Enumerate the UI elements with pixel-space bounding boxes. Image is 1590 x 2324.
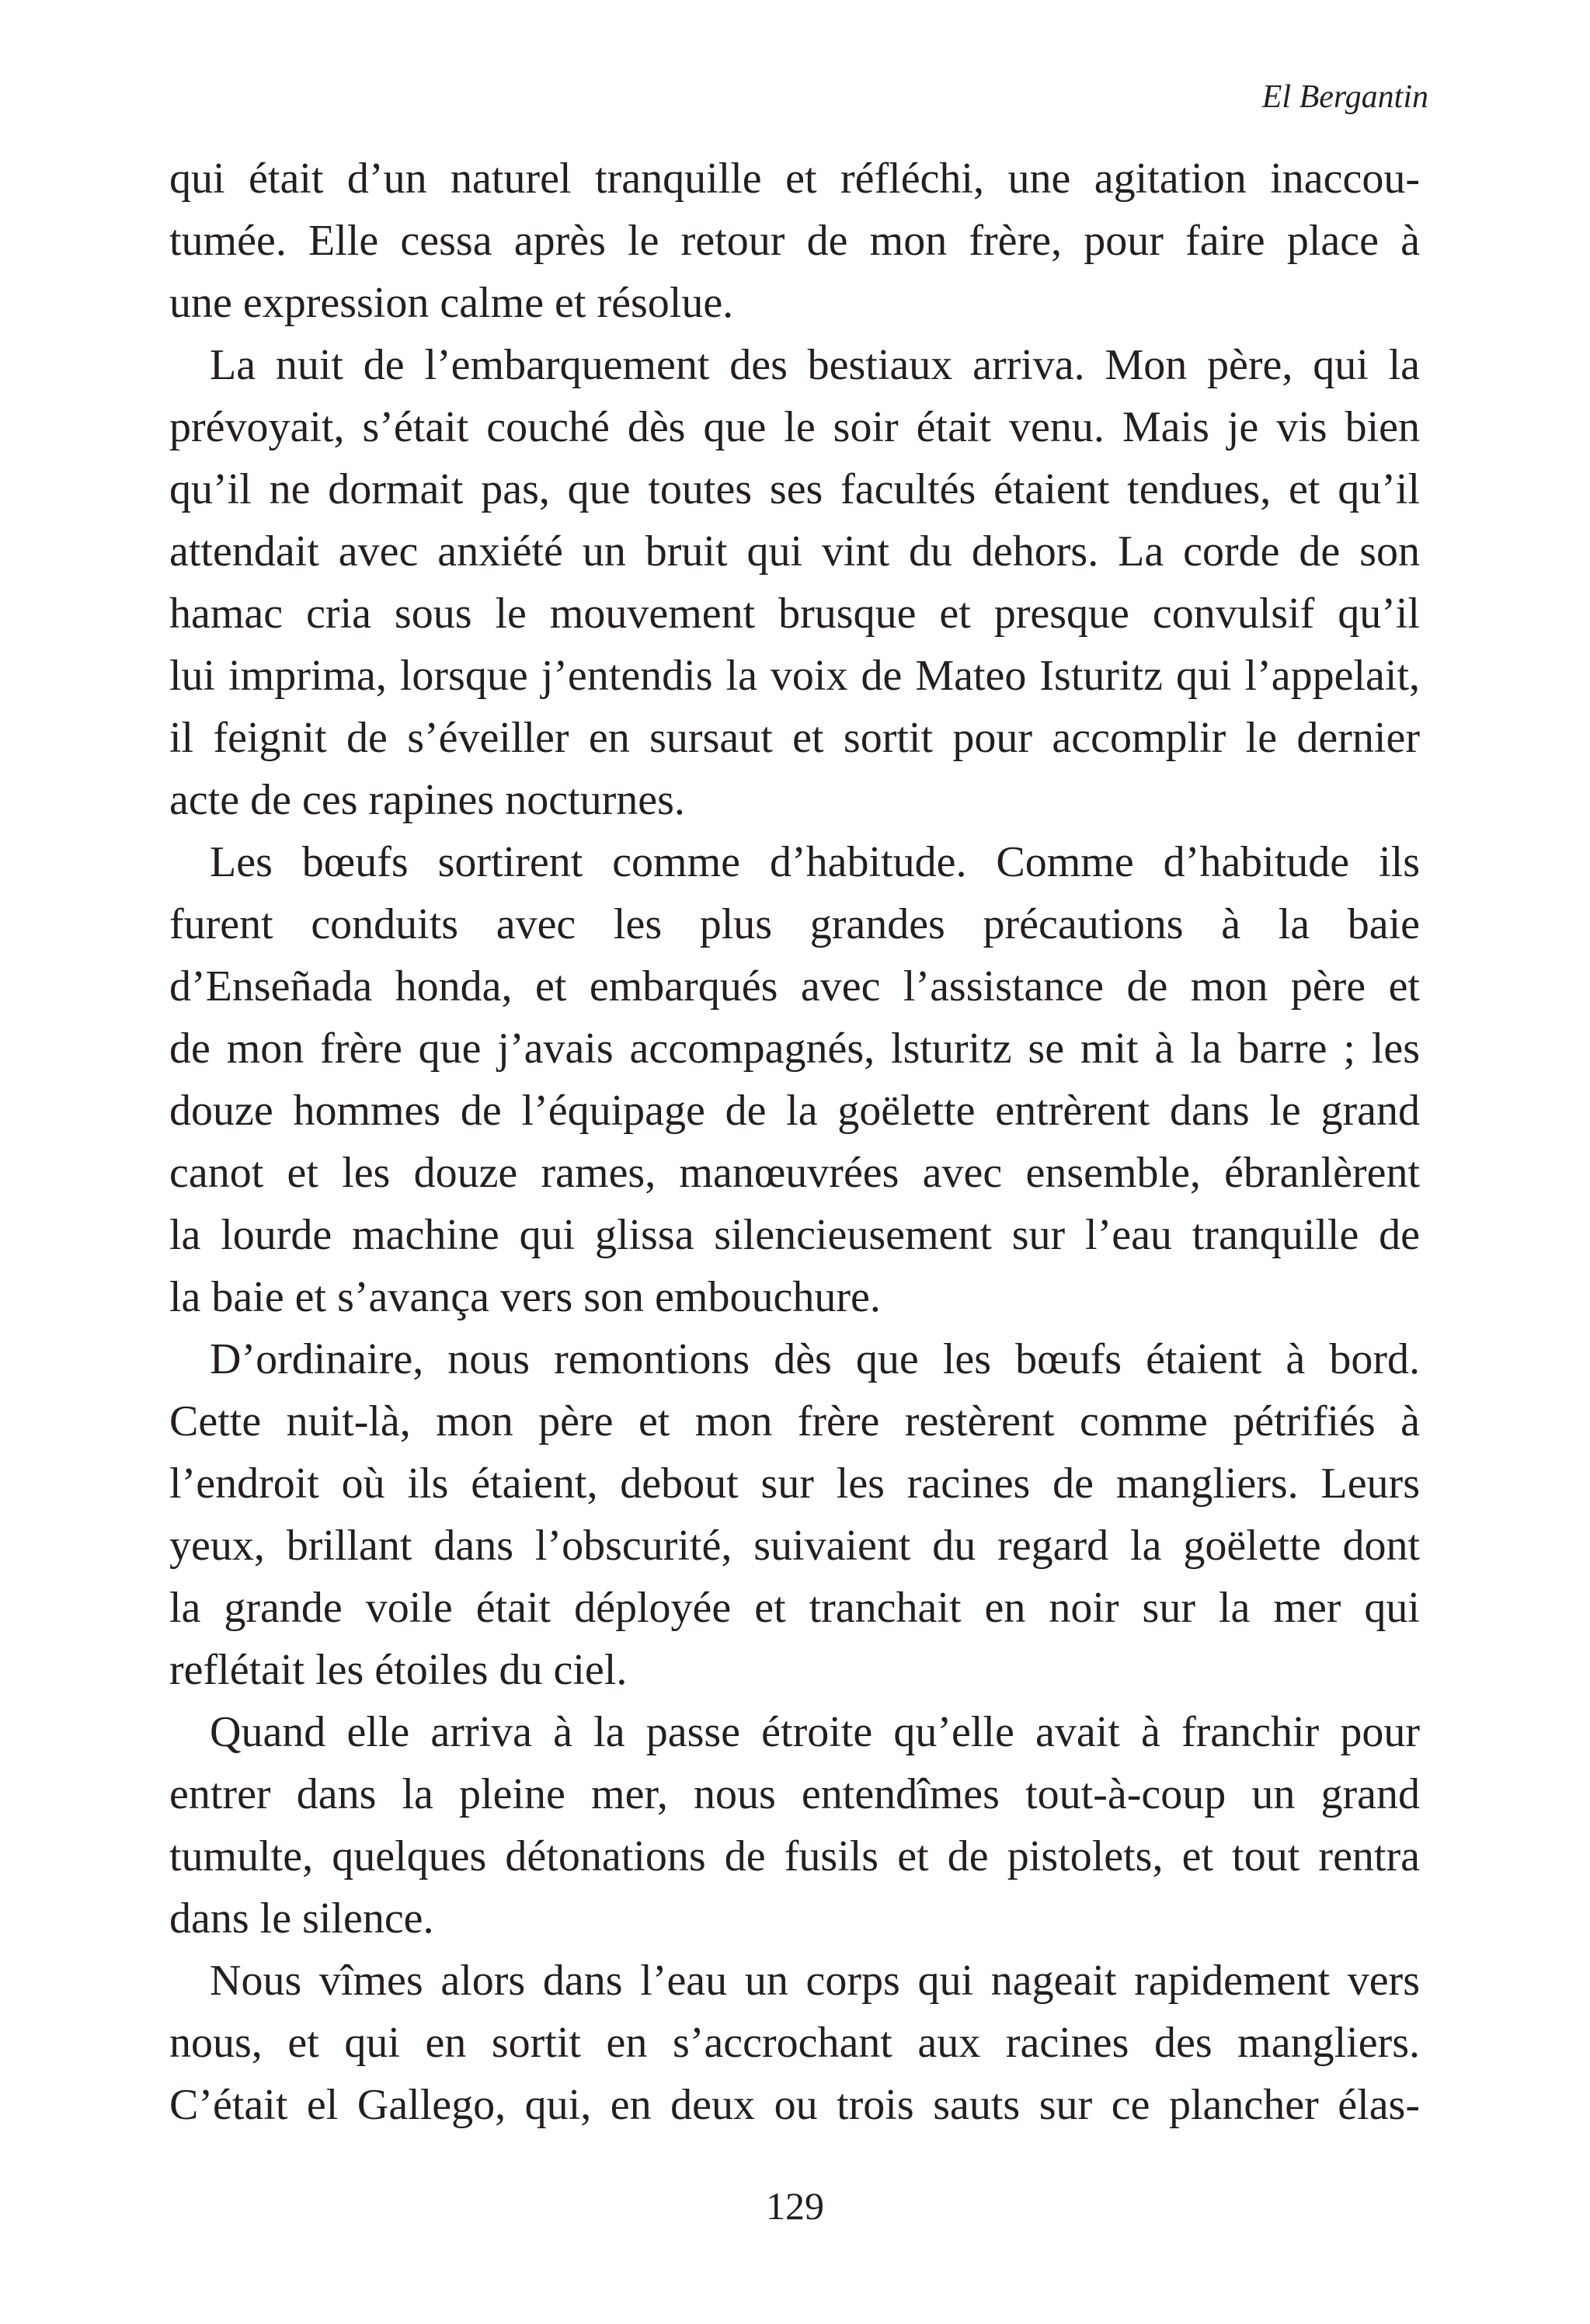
text-line: hamac cria sous le mouvement brusque et presque convulsif qu’il	[169, 590, 1420, 638]
page-number: 129	[766, 2184, 824, 2228]
text-line: de mon frère que j’avais accompagnés, lsturitz se mit à la barre ; les	[169, 1025, 1420, 1073]
paragraph	[169, 1328, 1420, 1701]
text-line: la grande voile était déployée et tranchait en noir sur la mer qui	[169, 1584, 1420, 1632]
paragraph	[169, 334, 1420, 831]
text-line: Les bœufs sortirent comme d’habitude. Comme d’habitude ils	[210, 838, 1420, 886]
text-line: la lourde machine qui glissa silencieusement sur l’eau tranquille de	[169, 1211, 1420, 1259]
text-line: qui était d’un naturel tranquille et réfléchi, une agitation inaccou-	[169, 155, 1420, 203]
text-line: lui imprima, lorsque j’entendis la voix de Mateo Isturitz qui l’appelait,	[169, 652, 1420, 700]
text-line: une expression calme et résolue.	[169, 279, 734, 327]
text-line: il feignit de s’éveiller en sursaut et sortit pour accomplir le dernier	[169, 714, 1420, 762]
paragraph	[169, 1950, 1420, 2136]
text-line: d’Enseñada honda, et embarqués avec l’assistance de mon père et	[169, 962, 1420, 1011]
text-line: D’ordinaire, nous remontions dès que les bœufs étaient à bord.	[210, 1335, 1420, 1383]
text-line: entrer dans la pleine mer, nous entendîmes tout-à-coup un grand	[169, 1770, 1420, 1818]
text-line: Nous vîmes alors dans l’eau un corps qui nageait rapidement vers	[210, 1957, 1420, 2005]
text-line: reflétait les étoiles du ciel.	[169, 1646, 628, 1694]
text-line: dans le silence.	[169, 1894, 434, 1943]
paragraph	[169, 148, 1420, 334]
text-line: acte de ces rapines nocturnes.	[169, 776, 685, 824]
text-line: La nuit de l’embarquement des bestiaux arriva. Mon père, qui la	[210, 341, 1420, 389]
text-line: l’endroit où ils étaient, debout sur les racines de mangliers. Leurs	[169, 1459, 1420, 1508]
text-line: Quand elle arriva à la passe étroite qu’elle avait à franchir pour	[210, 1708, 1420, 1756]
text-line: Cette nuit-là, mon père et mon frère restèrent comme pétrifiés à	[169, 1397, 1420, 1446]
text-line: prévoyait, s’était couché dès que le soir était venu. Mais je vis bien	[169, 403, 1420, 451]
text-line: douze hommes de l’équipage de la goëlette entrèrent dans le grand	[169, 1087, 1420, 1135]
text-line: qu’il ne dormait pas, que toutes ses facultés étaient tendues, et qu’il	[169, 465, 1420, 513]
text-line: furent conduits avec les plus grandes précautions à la baie	[169, 900, 1420, 948]
text-line: yeux, brillant dans l’obscurité, suivaient du regard la goëlette dont	[169, 1522, 1420, 1570]
text-line: la baie et s’avança vers son embouchure.	[169, 1273, 881, 1321]
text-line: tumée. Elle cessa après le retour de mon frère, pour faire place à	[169, 217, 1420, 265]
text-line: tumulte, quelques détonations de fusils et de pistolets, et tout rentra	[169, 1832, 1420, 1880]
paragraph	[169, 831, 1420, 1328]
text-line: attendait avec anxiété un bruit qui vint du dehors. La corde de son	[169, 527, 1420, 576]
text-line: nous, et qui en sortit en s’accrochant aux racines des mangliers.	[169, 2019, 1420, 2067]
text-line: canot et les douze rames, manœuvrées avec ensemble, ébranlèrent	[169, 1149, 1420, 1197]
text-line: C’était el Gallego, qui, en deux ou trois sauts sur ce plancher élas-	[169, 2081, 1420, 2129]
running-header: El Bergantin	[1261, 79, 1428, 115]
body-text	[169, 148, 1420, 2136]
paragraph	[169, 1701, 1420, 1950]
